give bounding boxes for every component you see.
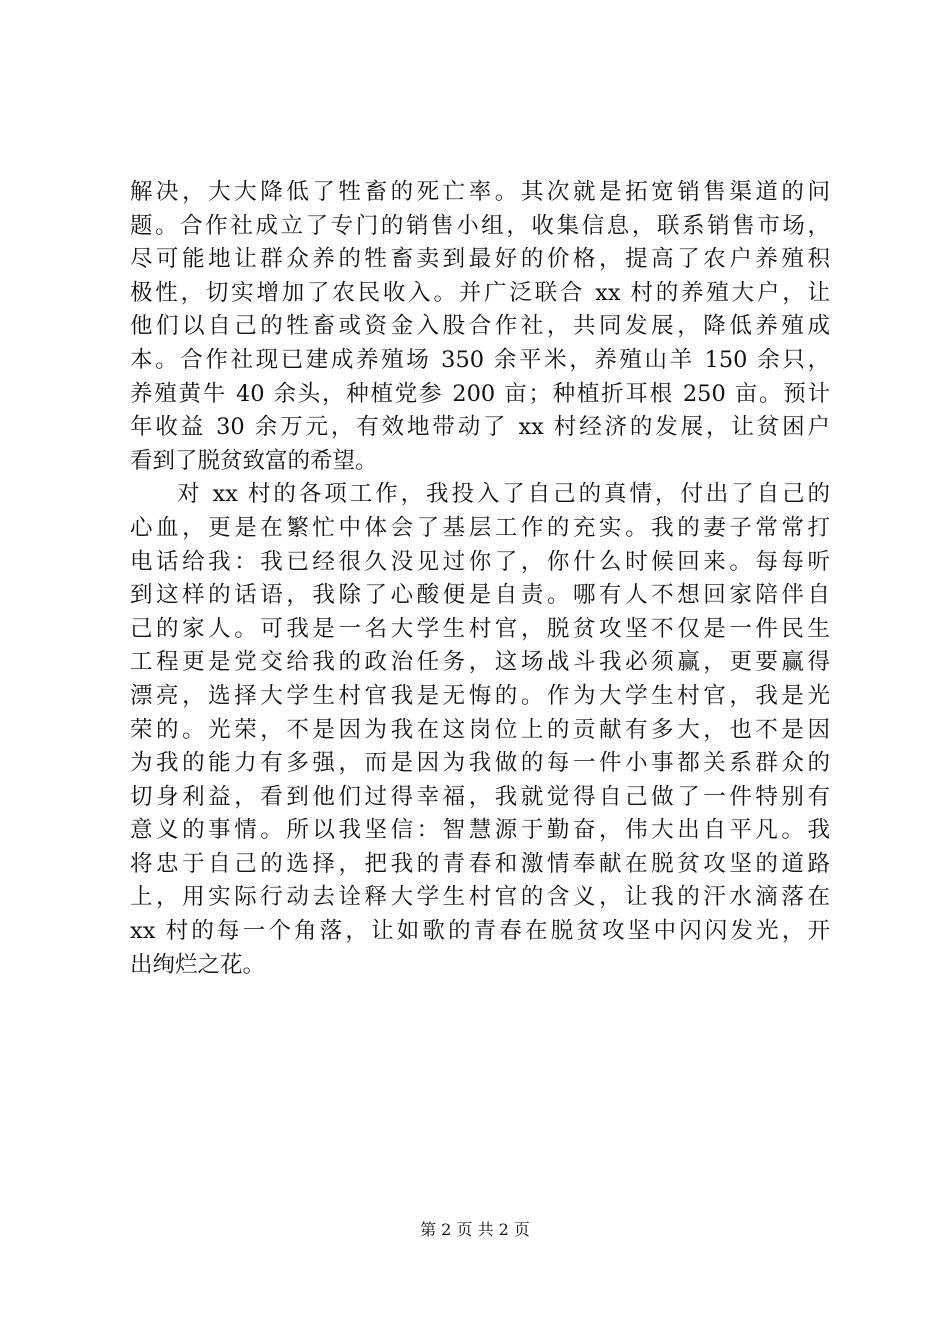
body-text: [130, 176, 830, 982]
paragraph-2: [130, 478, 830, 982]
text-line: 养殖黄牛 40 余头，种植党参 200 亩；种植折耳根 250 亩。预计: [130, 380, 830, 407]
text-line: 心血，更是在繁忙中体会了基层工作的充实。我的妻子常常打: [130, 514, 830, 541]
text-line: 上，用实际行动去诠释大学生村官的含义，让我的汗水滴落在: [130, 884, 830, 911]
text-line: 电话给我：我已经很久没见过你了，你什么时候回来。每每听: [130, 548, 830, 575]
text-line: 对 xx 村的各项工作，我投入了自己的真情，付出了自己的: [177, 481, 830, 508]
text-line: 到这样的话语，我除了心酸便是自责。哪有人不想回家陪伴自: [130, 582, 830, 609]
text-line: xx 村的每一个角落，让如歌的青春在脱贫攻坚中闪闪发光，开: [130, 918, 830, 945]
text-line: 工程更是党交给我的政治任务，这场战斗我必须赢，更要赢得: [130, 649, 830, 676]
text-line: 己的家人。可我是一名大学生村官，脱贫攻坚不仅是一件民生: [130, 615, 830, 642]
text-line: 切身利益，看到他们过得幸福，我就觉得自己做了一件特别有: [130, 783, 830, 810]
text-line: 将忠于自己的选择，把我的青春和激情奉献在脱贫攻坚的道路: [130, 850, 830, 877]
text-line: 出绚烂之花。: [130, 951, 266, 978]
text-line: 为我的能力有多强，而是因为我做的每一件小事都关系群众的: [130, 750, 830, 777]
text-line: 年收益 30 余万元，有效地带动了 xx 村经济的发展，让贫困户: [130, 414, 830, 441]
text-line: 他们以自己的牲畜或资金入股合作社，共同发展，降低养殖成: [130, 313, 830, 340]
page-footer: [0, 1219, 950, 1241]
text-line: 尽可能地让群众养的牲畜卖到最好的价格，提高了农户养殖积: [130, 246, 830, 273]
text-line: 荣的。光荣，不是因为我在这岗位上的贡献有多大，也不是因: [130, 716, 830, 743]
text-line: 本。合作社现已建成养殖场 350 余平米，养殖山羊 150 余只，: [130, 346, 830, 373]
text-line: 看到了脱贫致富的希望。: [130, 447, 378, 474]
text-line: 意义的事情。所以我坚信：智慧源于勤奋，伟大出自平凡。我: [130, 817, 830, 844]
text-line: 题。合作社成立了专门的销售小组，收集信息，联系销售市场，: [130, 212, 830, 239]
text-line: 漂亮，选择大学生村官我是无悔的。作为大学生村官，我是光: [130, 682, 830, 709]
page-number-label: 第 2 页 共 2 页: [420, 1220, 530, 1239]
paragraph-1: [130, 176, 830, 478]
text-line: 解决，大大降低了牲畜的死亡率。其次就是拓宽销售渠道的问: [130, 179, 830, 205]
text-line: 极性，切实增加了农民收入。并广泛联合 xx 村的养殖大户，让: [130, 279, 830, 306]
